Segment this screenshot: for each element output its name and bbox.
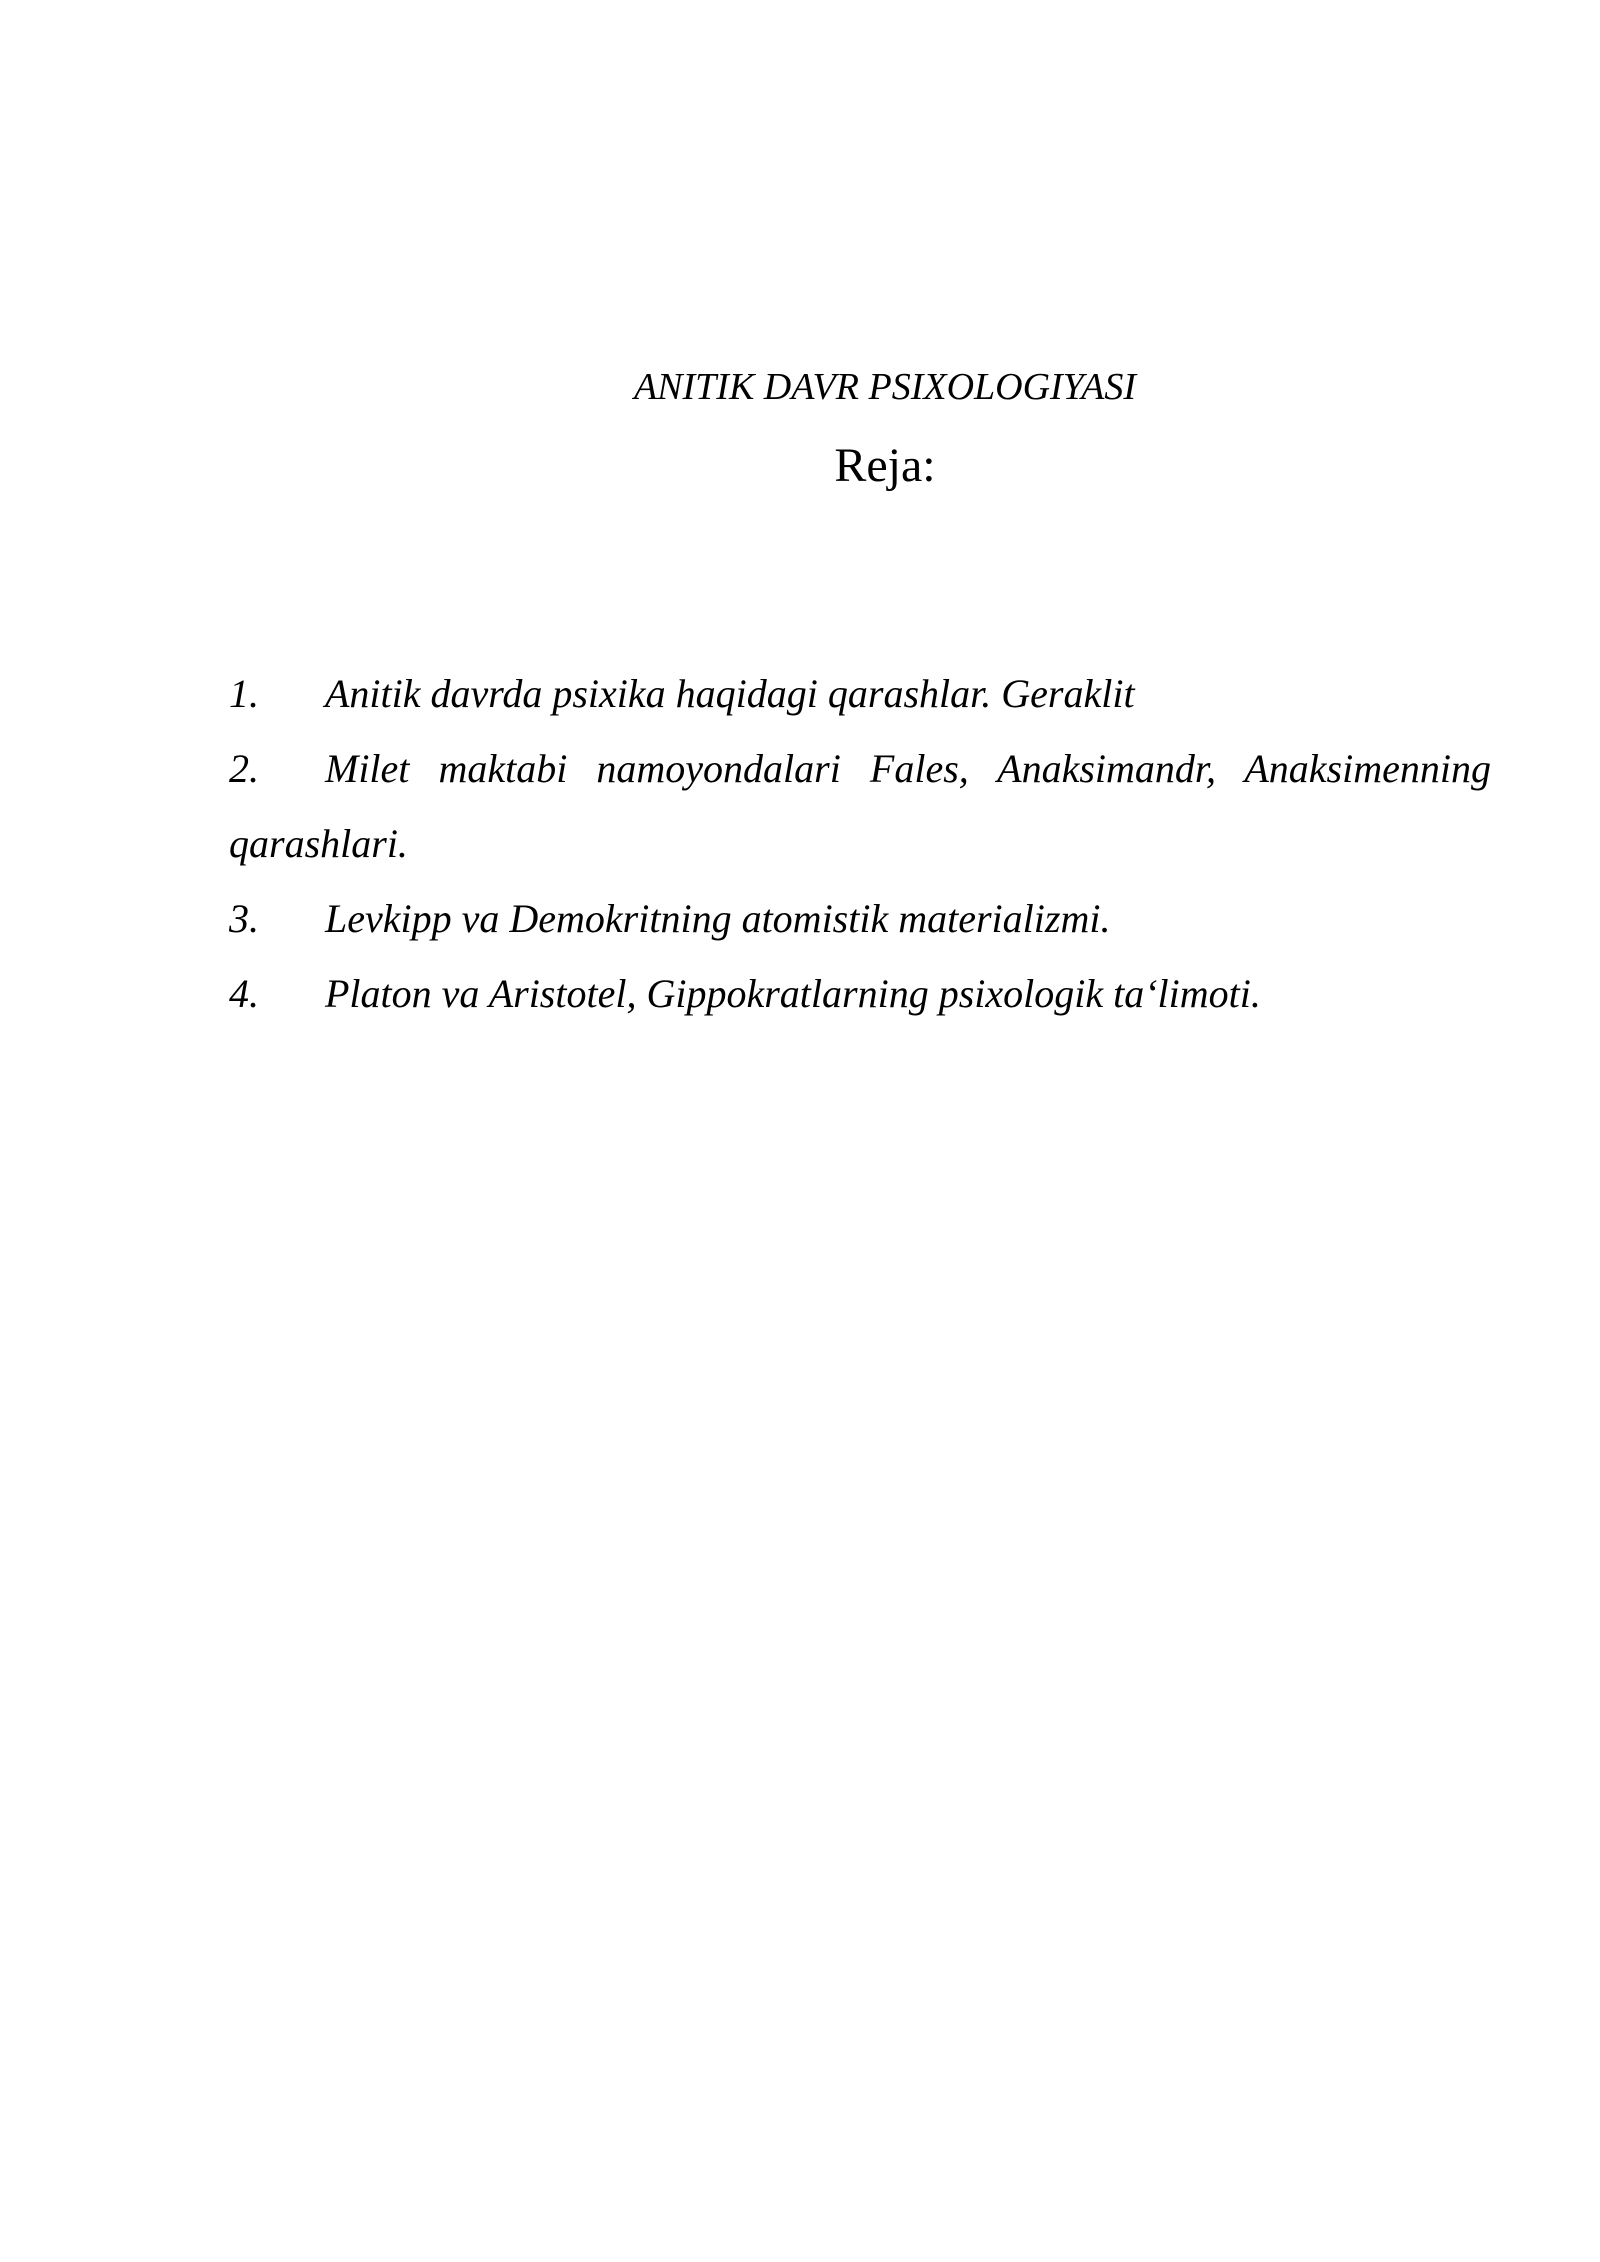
plan-item-number: 1. — [229, 671, 259, 716]
plan-item-number: 2. — [229, 746, 259, 791]
plan-item-number: 3. — [229, 896, 259, 941]
plan-item-text: Milet maktabi namoyondalari Fales, Anaksimandr, Anaksimenning qarashlari. — [229, 746, 1491, 866]
plan-item — [229, 656, 1491, 731]
plan-item-text: Platon va Aristotel, Gippokratlarning psixologik ta‘limoti. — [325, 971, 1261, 1016]
document-title: ANITIK DAVR PSIXOLOGIYASI — [633, 366, 1137, 408]
plan-item — [229, 956, 1491, 1031]
plan-item — [229, 881, 1491, 956]
plan-item-text: Anitik davrda psixika haqidagi qarashlar. Geraklit — [325, 671, 1135, 716]
plan-item-number: 4. — [229, 971, 259, 1016]
plan-item-text: Levkipp va Demokritning atomistik materializmi. — [325, 896, 1111, 941]
plan-item — [229, 731, 1491, 881]
plan-list — [229, 656, 1491, 1031]
plan-heading: Reja: — [834, 439, 936, 492]
